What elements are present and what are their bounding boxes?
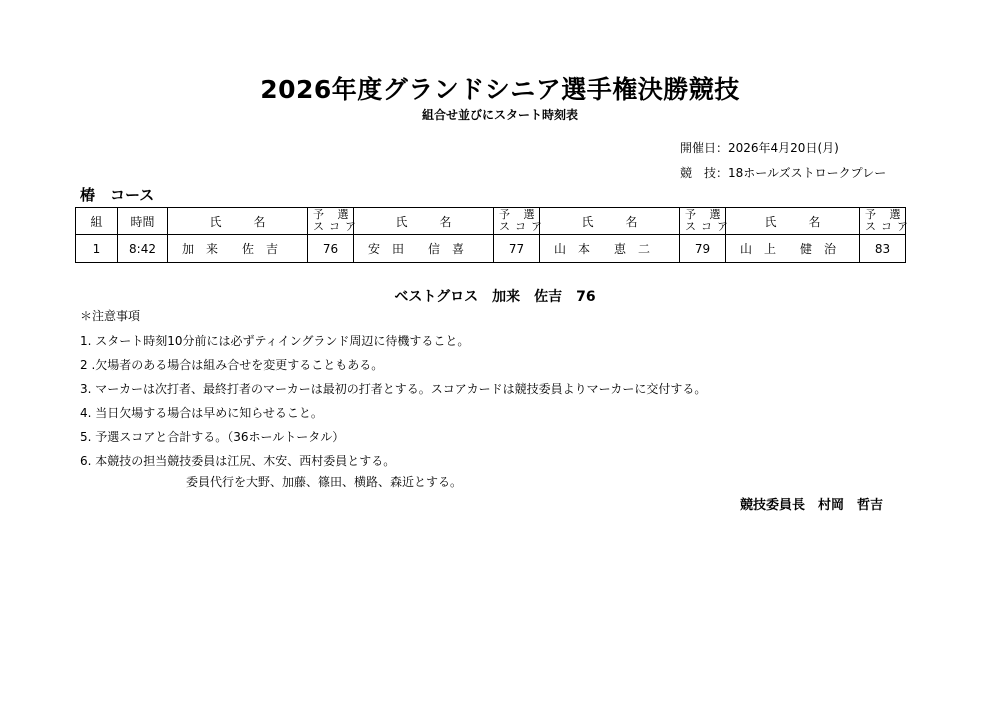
header-score-2 xyxy=(494,208,547,235)
note-item-3: 3. マーカーは次打者、最終打者のマーカーは最初の打者とする。スコアカードは競技委員よりマーカーに交付する。 xyxy=(80,382,707,396)
note-item-1: 1. スタート時刻10分前には必ずティイングランド周辺に待機すること。 xyxy=(80,334,470,348)
course-label: 椿 コース xyxy=(80,186,155,204)
start-time: 8:42 xyxy=(118,235,168,263)
note-item-4: 4. 当日欠場する場合は早めに知らせること。 xyxy=(80,406,323,420)
player-score: 77 xyxy=(494,235,540,263)
player-score: 76 xyxy=(308,235,354,263)
header-score-3 xyxy=(680,208,733,235)
header-score-4 xyxy=(860,208,913,235)
header-name-1: 氏名 xyxy=(168,208,308,235)
note-item-5: 5. 予選スコアと合計する。（36ホールトータル） xyxy=(80,430,345,444)
event-date: 開催日：2026年4月20日(月) xyxy=(680,141,839,155)
header-score-top: 予 選 xyxy=(685,208,726,221)
player-name: 山 本 恵 二 xyxy=(540,235,680,263)
player-name: 山 上 健 治 xyxy=(726,235,860,263)
note-item-6-continuation: 委員代行を大野、加藤、篠田、横路、森近とする。 xyxy=(186,475,463,489)
notes-title: ＊注意事項 xyxy=(80,309,141,323)
header-score-bottom: スコア xyxy=(499,220,547,233)
page-subtitle: 組合せ並びにスタート時刻表 xyxy=(421,108,578,122)
table-header-row xyxy=(76,208,906,235)
header-group: 組 xyxy=(76,208,118,235)
page-title: 2026年度グランドシニア選手権決勝競技 xyxy=(260,75,740,104)
group-number: 1 xyxy=(76,235,118,263)
header-name-4: 氏名 xyxy=(726,208,860,235)
header-score-top: 予 選 xyxy=(499,208,540,221)
header-score-top: 予 選 xyxy=(865,208,906,221)
header-name-2: 氏名 xyxy=(354,208,494,235)
note-item-2: 2 .欠場者のある場合は組み合せを変更することもある。 xyxy=(80,358,384,372)
player-score: 83 xyxy=(860,235,906,263)
header-time: 時間 xyxy=(118,208,168,235)
pairing-table xyxy=(75,207,913,263)
player-name: 安 田 信 喜 xyxy=(354,235,494,263)
event-format: 競 技：18ホールズストロークプレー xyxy=(680,166,887,180)
note-item-6: 6. 本競技の担当競技委員は江尻、木安、西村委員とする。 xyxy=(80,454,396,468)
header-score-top: 予 選 xyxy=(313,208,354,221)
header-name-3: 氏名 xyxy=(540,208,680,235)
player-name: 加 来 佐 吉 xyxy=(168,235,308,263)
header-score-1 xyxy=(308,208,361,235)
header-score-bottom: スコア xyxy=(313,220,361,233)
header-score-bottom: スコア xyxy=(685,220,733,233)
table-row xyxy=(76,235,906,263)
committee-chair-signature: 競技委員長 村岡 哲吉 xyxy=(740,498,884,513)
header-score-bottom: スコア xyxy=(865,220,913,233)
best-gross: ベストグロス 加来 佐吉 76 xyxy=(394,289,596,305)
player-score: 79 xyxy=(680,235,726,263)
